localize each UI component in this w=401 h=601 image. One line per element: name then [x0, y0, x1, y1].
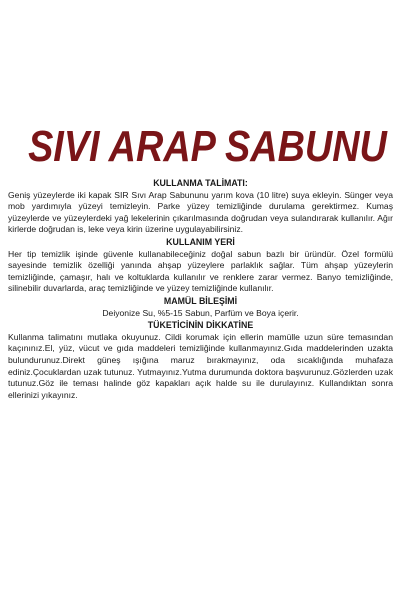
product-title: SIVI ARAP SABUNU	[28, 122, 387, 171]
consumer-warning-heading: TÜKETİCİNİN DİKKATİNE	[147, 320, 254, 331]
usage-instructions-heading: KULLANMA TALİMATI:	[153, 178, 248, 188]
label-content	[8, 177, 393, 401]
consumer-warning-text: Kullanma talimatını mutlaka okuyunuz. Cildi korumak için ellerin mamülle uzun süre temasından kaçınınız.El, yüz, vücut ve gıda maddeleri temizliğinde kullanmayınız.Gıda maddelerinden uzakta bulundurunuz.Direkt güneş ışığına maruz bırakmayınız, oda sıcaklığında muhafaza ediniz.Çocuklardan uzak tutunuz. Yutmayınız.Yutma durumunda doktora başvurunuz.Gözlerden uzak tutunuz.Göz ile teması halinde göz kapakları açık halde su ile durulayınız. Kullandıktan sonra ellerinizi yıkayınız.	[8, 331, 393, 400]
usage-area-text: Her tip temizlik işinde güvenle kullanabileceğiniz doğal sabun bazlı bir üründür. Özel formülü sayesinde temizlik özelliği yanında ahşap yüzeylere parlaklık sağlar. Tüm ahşap yüzeylerin temizliğinde, çamaşır, halı ve koltuklarda kullanılır ve renklere zarar vermez. Banyo temizliğinde, silinebilir duvarlarda, araç temizliğinde ve yüzey temizliğinde kullanılır.	[8, 248, 393, 294]
usage-area-heading: KULLANIM YERİ	[166, 236, 235, 247]
composition-text: Deiyonize Su, %5-15 Sabun, Parfüm ve Boya içerir.	[102, 307, 299, 318]
composition-heading: MAMÜL BİLEŞİMİ	[163, 295, 238, 306]
usage-instructions-text: Geniş yüzeylerde iki kapak SIR Sıvı Arap Sabununu yarım kova (10 litre) suya ekleyin. Sünger veya mob yardımıyla yüzeyi temizleyin. Parke yüzey temizliğinde durulama gerektirmez. Kumaş yüzeylerde ve yüzeylerdeki yağ lekelerinin çıkarılmasında doğrudan veya sulandırarak kullanılır. Ağır kirlerde doğrudan is, leke veya kirin üzerine uygulayabilirsiniz.	[8, 189, 393, 235]
